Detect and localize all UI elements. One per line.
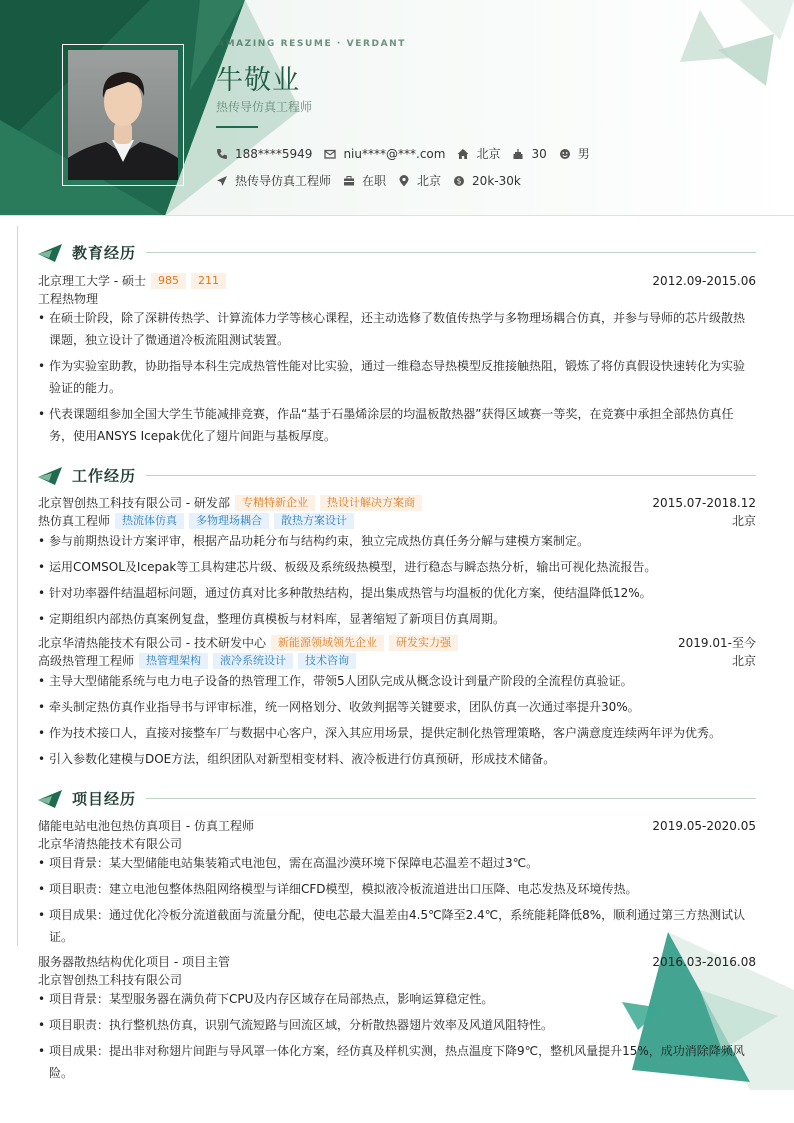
contact-row bbox=[216, 145, 602, 162]
project-org-row bbox=[38, 835, 756, 852]
job-title: 热传导仿真工程师 bbox=[216, 100, 313, 114]
list-item: • 参与前期热设计方案评审，根据产品功耗分布与结构约束，独立完成热仿真任务分解与建模方案制定。 bbox=[38, 530, 756, 552]
candidate-name: 牛敬业 bbox=[216, 65, 300, 96]
section-flag-icon bbox=[38, 243, 64, 263]
list-item: • 主导大型储能系统与电力电子设备的热管理工作，带领5人团队完成从概念设计到量产阶段的全流程仿真验证。 bbox=[38, 670, 756, 692]
company-name: 北京华清热能技术有限公司 - 技术研发中心 bbox=[38, 636, 266, 650]
list-item: • 项目职责：建立电池包整体热阻网络模型与详细CFD模型，模拟液冷板流道进出口压降、电芯发热及环境传热。 bbox=[38, 878, 756, 900]
corner-decoration bbox=[670, 0, 794, 100]
title-underline bbox=[216, 126, 258, 128]
mail-icon bbox=[324, 148, 336, 160]
section-title: 教育经历 bbox=[72, 244, 137, 262]
list-item: • 在硕士阶段，除了深耕传热学、计算流体力学等核心课程，还主动选修了数值传热学与多物理场耦合仿真，并参与导师的芯片级散热课题，独立设计了微通道冷板流阻测试装置。 bbox=[38, 307, 756, 351]
section-divider bbox=[146, 798, 756, 799]
job-bullets bbox=[38, 670, 756, 774]
education-bullets bbox=[38, 307, 756, 451]
residence-city: 北京 bbox=[476, 147, 501, 161]
job-intent-row bbox=[216, 172, 533, 189]
list-item: • 项目背景：某大型储能电站集装箱式电池包，需在高温沙漠环境下保障电芯温差不超过3℃。 bbox=[38, 852, 756, 874]
residence-item bbox=[457, 145, 500, 162]
expected-salary: 20k-30k bbox=[472, 173, 521, 188]
list-item: • 作为技术接口人，直接对接整车厂与数据中心客户，深入其应用场景，提供定制化热管理策略，客户满意度连续两年评为优秀。 bbox=[38, 722, 756, 744]
intent-city-item bbox=[398, 172, 441, 189]
job-date: 2019.01-至今 bbox=[678, 636, 756, 650]
brand-watermark: AMAZING RESUME · VERDANT bbox=[217, 39, 407, 49]
home-icon bbox=[457, 148, 469, 160]
skill-tag: 热流体仿真 bbox=[115, 513, 184, 529]
education-section-header bbox=[38, 242, 756, 263]
intent-position: 热传导仿真工程师 bbox=[235, 174, 332, 188]
job-status-item bbox=[343, 172, 386, 189]
list-item: • 针对功率器件结温超标问题，通过仿真对比多种散热结构，提出集成热管与均温板的优化方案，使结温降低12%。 bbox=[38, 582, 756, 604]
timeline-rule bbox=[17, 226, 18, 946]
job-city: 北京 bbox=[731, 514, 756, 528]
age-value: 30 bbox=[531, 146, 547, 161]
intent-position-item bbox=[216, 172, 331, 189]
job-city: 北京 bbox=[731, 654, 756, 668]
list-item: • 作为实验室助教，协助指导本科生完成热管性能对比实验，通过一维稳态导热模型反推接触热阻，锻炼了将仿真假设快速转化为实验验证的能力。 bbox=[38, 355, 756, 399]
phone-item[interactable] bbox=[216, 147, 312, 161]
list-item: • 项目职责：执行整机热仿真，识别气流短路与回流区域，分析散热器翅片效率及风道风阻特性。 bbox=[38, 1014, 756, 1036]
school-tag: 211 bbox=[191, 273, 226, 289]
job-company-row bbox=[38, 494, 756, 511]
list-item: • 引入参数化建模与DOE方法，组织团队对新型相变材料、液冷板进行仿真预研，形成技术储备。 bbox=[38, 748, 756, 770]
project-org: 北京智创热工科技有限公司 bbox=[38, 973, 183, 987]
school-name: 北京理工大学 - 硕士 bbox=[38, 274, 146, 288]
school-tag: 985 bbox=[151, 273, 186, 289]
email-address: niu****@***.com bbox=[343, 146, 446, 161]
project-section-header bbox=[38, 788, 756, 809]
education-date: 2012.09-2015.06 bbox=[652, 273, 756, 288]
birthday-cake-icon bbox=[512, 148, 524, 160]
job-role-row bbox=[38, 512, 756, 529]
list-item: • 项目成果：通过优化冷板分流道截面与流量分配，使电芯最大温差由4.5℃降至2.4℃，系统能耗降低8%，顺利通过第三方热测试认证。 bbox=[38, 904, 756, 948]
company-tag: 新能源领域领先企业 bbox=[271, 635, 384, 651]
list-item: • 代表课题组参加全国大学生节能减排竞赛，作品“基于石墨烯涂层的均温板散热器”获得区域赛一等奖，在竞赛中承担全部热仿真任务，使用ANSYS Icepak优化了翅片间距与基板厚度。 bbox=[38, 403, 756, 447]
project-date: 2019.05-2020.05 bbox=[652, 818, 756, 833]
project-bullets bbox=[38, 988, 756, 1088]
intent-city: 北京 bbox=[417, 174, 442, 188]
salary-item bbox=[453, 174, 521, 188]
job-company-row bbox=[38, 634, 756, 651]
salary-icon bbox=[453, 175, 465, 187]
gender-item bbox=[559, 145, 590, 162]
list-item: • 运用COMSOL及Icepak等工具构建芯片级、板级及系统级热模型，进行稳态与瞬态热分析，输出可视化热流报告。 bbox=[38, 556, 756, 578]
profile-photo bbox=[68, 50, 178, 180]
job-status: 在职 bbox=[362, 174, 387, 188]
gender-icon bbox=[559, 148, 571, 160]
svg-text:$: $ bbox=[456, 176, 462, 186]
company-tag: 研发实力强 bbox=[389, 635, 458, 651]
location-pin-icon bbox=[398, 175, 410, 187]
section-flag-icon bbox=[38, 466, 64, 486]
gender-value: 男 bbox=[577, 147, 590, 161]
job-role-row bbox=[38, 652, 756, 669]
major: 工程热物理 bbox=[38, 292, 99, 306]
skill-tag: 技术咨询 bbox=[298, 653, 356, 669]
project-date: 2016.03-2016.08 bbox=[652, 954, 756, 969]
project-title: 服务器散热结构优化项目 - 项目主管 bbox=[38, 955, 230, 969]
skill-tag: 多物理场耦合 bbox=[189, 513, 269, 529]
project-title-row bbox=[38, 817, 756, 834]
send-icon bbox=[216, 175, 228, 187]
skill-tag: 液冷系统设计 bbox=[213, 653, 293, 669]
section-divider bbox=[146, 475, 756, 476]
company-name: 北京智创热工科技有限公司 - 研发部 bbox=[38, 496, 230, 510]
section-flag-icon bbox=[38, 789, 64, 809]
job-date: 2015.07-2018.12 bbox=[652, 495, 756, 510]
project-title: 储能电站电池包热仿真项目 - 仿真工程师 bbox=[38, 819, 254, 833]
job-role: 高级热管理工程师 bbox=[38, 654, 135, 668]
list-item: • 牵头制定热仿真作业指导书与评审标准，统一网格划分、收敛判据等关键要求，团队仿真一次通过率提升30%。 bbox=[38, 696, 756, 718]
phone-icon bbox=[216, 148, 228, 160]
project-title-row bbox=[38, 953, 756, 970]
project-org-row bbox=[38, 971, 756, 988]
section-title: 工作经历 bbox=[72, 467, 137, 485]
skill-tag: 散热方案设计 bbox=[274, 513, 354, 529]
job-bullets bbox=[38, 530, 756, 634]
list-item: • 定期组织内部热仿真案例复盘，整理仿真模板与材料库，显著缩短了新项目仿真周期。 bbox=[38, 608, 756, 630]
company-tag: 专精特新企业 bbox=[235, 495, 315, 511]
section-title: 项目经历 bbox=[72, 790, 137, 808]
resume-header bbox=[0, 0, 794, 216]
job-role: 热仿真工程师 bbox=[38, 514, 111, 528]
education-major-row bbox=[38, 290, 756, 307]
list-item: • 项目成果：提出非对称翅片间距与导风罩一体化方案，经仿真及样机实测，热点温度下降9℃，整机风量提升15%，成功消除降频风险。 bbox=[38, 1040, 756, 1084]
project-org: 北京华清热能技术有限公司 bbox=[38, 837, 183, 851]
list-item: • 项目背景：某型服务器在满负荷下CPU及内存区域存在局部热点，影响运算稳定性。 bbox=[38, 988, 756, 1010]
briefcase-icon bbox=[343, 175, 355, 187]
email-item[interactable] bbox=[324, 147, 445, 161]
age-item bbox=[512, 147, 546, 161]
phone-number: 188****5949 bbox=[235, 146, 313, 161]
work-section-header bbox=[38, 465, 756, 486]
skill-tag: 热管理架构 bbox=[139, 653, 208, 669]
education-school-row bbox=[38, 272, 756, 289]
section-divider bbox=[146, 252, 756, 253]
company-tag: 热设计解决方案商 bbox=[320, 495, 422, 511]
